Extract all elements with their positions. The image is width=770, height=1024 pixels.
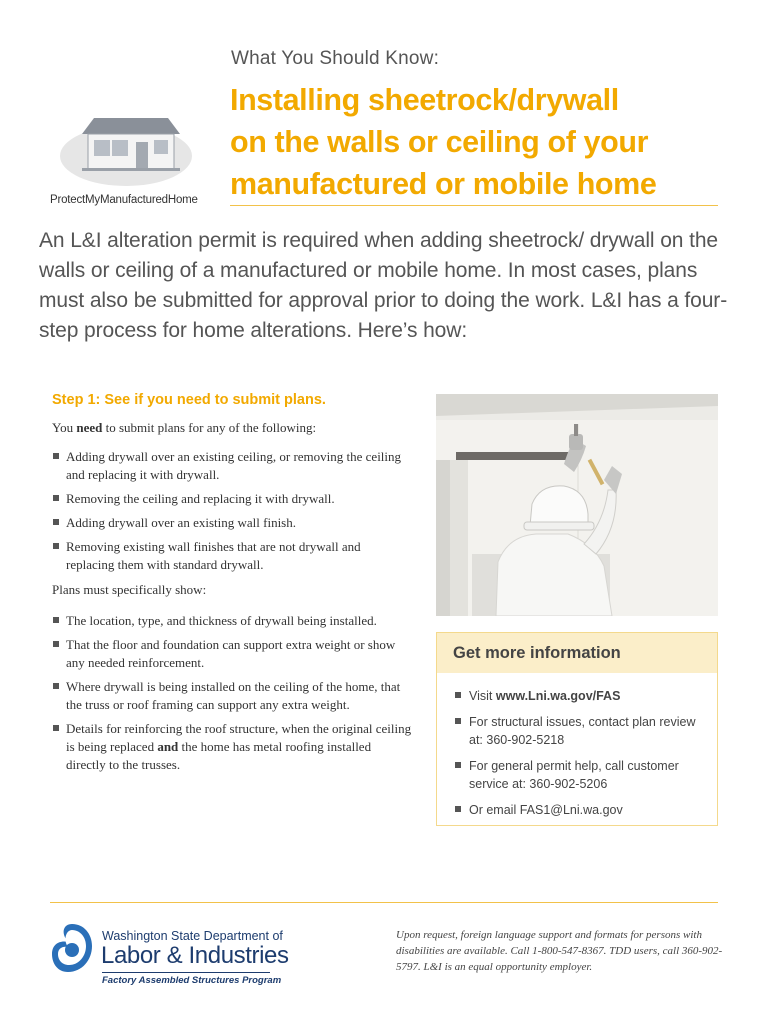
list-item: For structural issues, contact plan review at: 360-902-5218 bbox=[455, 713, 705, 749]
last-show-bold: and bbox=[157, 739, 179, 754]
worker-photo bbox=[436, 394, 718, 616]
dept-name-line2: Labor & Industries bbox=[101, 942, 289, 969]
list-item: Adding drywall over an existing wall finish. bbox=[52, 514, 412, 532]
house-logo-icon bbox=[52, 104, 202, 194]
list-item: Where drywall is being installed on the ceiling of the home, that the truss or roof framing can support any extra weight. bbox=[52, 678, 412, 714]
dept-program: Factory Assembled Structures Program bbox=[102, 975, 282, 986]
visit-pre: Visit bbox=[469, 689, 496, 703]
intro-paragraph: An L&I alteration permit is required when adding sheetrock/ drywall on the walls or ceiling of a manufactured or mobile home. In most cases, plans must also be submitted for approval prior to doing the work. L&I has a four-step process for home alterations. Here’s how: bbox=[39, 229, 728, 342]
need-line bbox=[52, 420, 316, 436]
title-divider bbox=[230, 205, 718, 206]
fas-link[interactable]: www.Lni.wa.gov/FAS bbox=[495, 689, 621, 703]
list-item: That the floor and foundation can support extra weight or show any needed reinforcement. bbox=[52, 636, 412, 672]
dept-logo-icon bbox=[50, 920, 94, 976]
title-line-3: manufactured or mobile home bbox=[230, 167, 657, 201]
list-item: For general permit help, call customer service at: 360-902-5206 bbox=[455, 757, 705, 793]
info-box bbox=[436, 632, 718, 826]
need-bold: need bbox=[76, 420, 103, 435]
dept-divider bbox=[102, 972, 270, 973]
need-pre: You bbox=[52, 420, 77, 435]
dept-name-line1: Washington State Department of bbox=[102, 929, 283, 943]
list-item bbox=[52, 720, 412, 774]
title-line-2: on the walls or ceiling of your bbox=[230, 125, 649, 159]
info-list bbox=[437, 673, 717, 819]
list-item: Removing the ceiling and replacing it with drywall. bbox=[52, 490, 412, 508]
pre-title: What You Should Know: bbox=[231, 48, 440, 69]
list-item: The location, type, and thickness of drywall being installed. bbox=[52, 612, 412, 630]
last-show-pre: Details for reinforcing the roof structure, when the original ceiling is being replaced bbox=[66, 721, 412, 754]
list-item: Adding drywall over an existing ceiling, or removing the ceiling and replacing it with drywall. bbox=[52, 448, 412, 484]
step-1-heading: Step 1: See if you need to submit plans. bbox=[52, 392, 326, 408]
logo-caption: ProtectMyManufacturedHome bbox=[50, 194, 198, 206]
need-post: to submit plans for any of the following: bbox=[102, 420, 317, 435]
list-item: Removing existing wall finishes that are not drywall and replacing them with standard drywall. bbox=[52, 538, 412, 574]
shows-list bbox=[52, 612, 412, 780]
info-heading: Get more information bbox=[437, 633, 717, 673]
page-title bbox=[230, 79, 740, 205]
list-item bbox=[455, 687, 705, 705]
footnote: Upon request, foreign language support and formats for persons with disabilities are available. Call 1-800-547-8367. TDD users, call 360-902-5797. L&I is an equal opportunity employer. bbox=[396, 929, 723, 973]
title-line-1: Installing sheetrock/drywall bbox=[230, 83, 619, 117]
list-item: Or email FAS1@Lni.wa.gov bbox=[455, 801, 705, 819]
needs-list bbox=[52, 448, 412, 580]
footer-divider bbox=[50, 902, 718, 903]
last-show-post: the home has metal roofing installed directly to the trusses. bbox=[66, 739, 372, 772]
plans-show-label: Plans must specifically show: bbox=[52, 582, 207, 597]
